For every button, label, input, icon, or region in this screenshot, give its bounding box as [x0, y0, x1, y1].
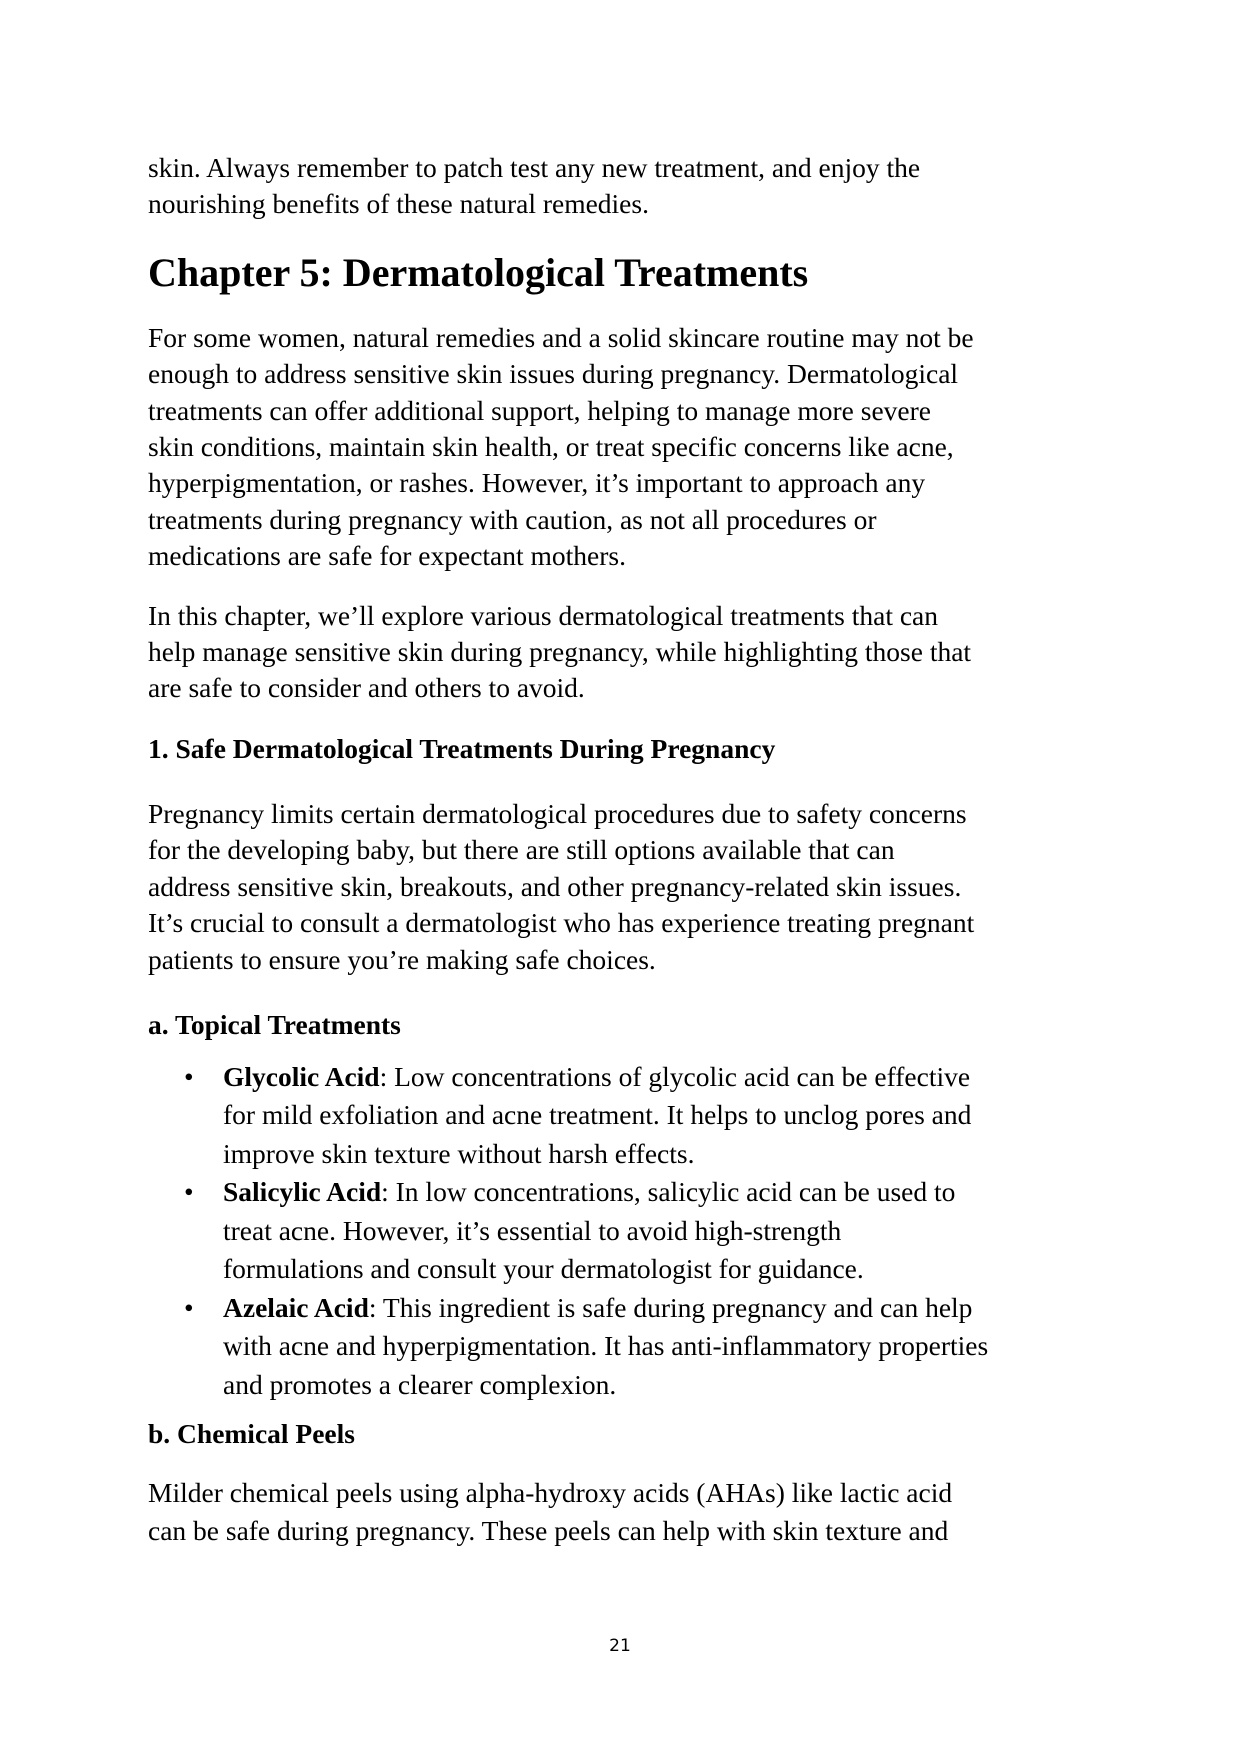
text-line: treatments during pregnancy with caution, as not all procedures or: [148, 503, 877, 535]
text-line: Pregnancy limits certain dermatological procedures due to safety concerns: [148, 797, 967, 829]
section-1-paragraph: [148, 796, 1108, 978]
topical-treatments-list: [148, 1058, 1108, 1405]
list-item-term: Azelaic Acid: [223, 1291, 369, 1323]
text-line: nourishing benefits of these natural remedies.: [148, 188, 649, 220]
list-item: [148, 1173, 1108, 1289]
text-line: enough to address sensitive skin issues during pregnancy. Dermatological: [148, 358, 959, 390]
list-item: [148, 1058, 1108, 1174]
text-line: hyperpigmentation, or rashes. However, it’s important to approach any: [148, 467, 926, 499]
text-line: with acne and hyperpigmentation. It has anti-inflammatory properties: [223, 1330, 989, 1362]
text-line: : In low concentrations, salicylic acid can be used to: [381, 1176, 956, 1208]
text-line: : This ingredient is safe during pregnancy and can help: [368, 1291, 973, 1323]
text-line: address sensitive skin, breakouts, and other pregnancy-related skin issues.: [148, 870, 962, 902]
list-item: [148, 1289, 1108, 1405]
text-line: treatments can offer additional support, helping to manage more severe: [148, 394, 931, 426]
text-line: can be safe during pregnancy. These peels can help with skin texture and: [148, 1515, 949, 1547]
text-line: : Low concentrations of glycolic acid can be effective: [379, 1060, 971, 1092]
text-line: and promotes a clearer complexion.: [223, 1368, 617, 1400]
list-item-term: Salicylic Acid: [223, 1176, 382, 1208]
text-line: help manage sensitive skin during pregnancy, while highlighting those that: [148, 636, 972, 668]
chemical-peels-paragraph: [148, 1474, 1108, 1550]
list-item-term: Glycolic Acid: [223, 1060, 380, 1092]
bullet-icon: •: [184, 1176, 194, 1208]
section-1-title: 1. Safe Dermatological Treatments During Pregnancy: [148, 732, 776, 764]
chapter-title: Chapter 5: Dermatological Treatments: [148, 249, 809, 295]
text-line: treat acne. However, it’s essential to avoid high-strength: [223, 1214, 842, 1246]
text-line: for mild exfoliation and acne treatment. It helps to unclog pores and: [223, 1099, 972, 1131]
text-line: It’s crucial to consult a dermatologist who has experience treating pregnant: [148, 907, 975, 939]
text-line: formulations and consult your dermatologist for guidance.: [223, 1253, 864, 1285]
text-line: improve skin texture without harsh effects.: [223, 1137, 695, 1169]
text-line: skin. Always remember to patch test any new treatment, and enjoy the: [148, 152, 921, 183]
text-line: medications are safe for expectant mothers.: [148, 540, 626, 572]
page-content: [148, 150, 1108, 1550]
text-line: for the developing baby, but there are still options available that can: [148, 834, 895, 866]
bullet-icon: •: [184, 1291, 194, 1323]
text-line: are safe to consider and others to avoid.: [148, 672, 585, 704]
text-line: For some women, natural remedies and a solid skincare routine may not be: [148, 321, 974, 353]
subsection-b-title: b. Chemical Peels: [148, 1418, 355, 1450]
continued-paragraph: [148, 150, 1108, 223]
text-line: Milder chemical peels using alpha-hydroxy acids (AHAs) like lactic acid: [148, 1477, 953, 1509]
overview-paragraph: [148, 598, 1108, 707]
subsection-a-title: a. Topical Treatments: [148, 1008, 401, 1040]
page-number: 21: [609, 1636, 631, 1656]
text-line: skin conditions, maintain skin health, or treat specific concerns like acne,: [148, 431, 954, 463]
bullet-icon: •: [184, 1060, 194, 1092]
intro-paragraph: [148, 320, 1108, 575]
text-line: In this chapter, we’ll explore various dermatological treatments that can: [148, 599, 938, 631]
text-line: patients to ensure you’re making safe choices.: [148, 943, 656, 975]
